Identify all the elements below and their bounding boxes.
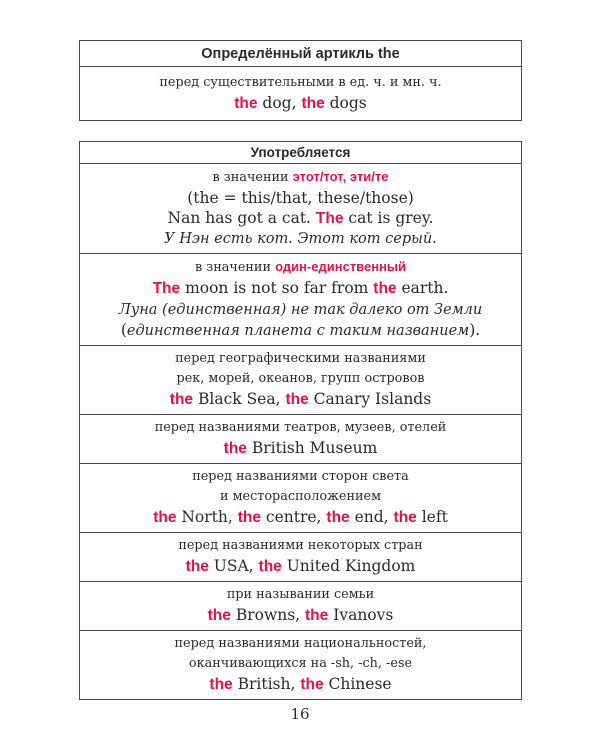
example-text: dog,	[257, 94, 302, 112]
usage-row-nationalities	[80, 631, 521, 699]
usage-row-countries	[80, 533, 521, 582]
article-the: the	[185, 558, 209, 575]
example-line: the Browns, the Ivanovs	[207, 606, 394, 624]
rule-text: и месторасположением	[219, 489, 382, 504]
box-row	[80, 67, 521, 120]
example-text: dogs	[324, 94, 367, 112]
article-the: the	[373, 280, 397, 297]
translation-line: У Нэн есть кот. Этот кот серый.	[164, 231, 437, 247]
rule-text: перед существительными в ед. ч. и мн. ч.	[159, 75, 442, 90]
rule-text: при назывании семьи	[226, 587, 375, 602]
example-line	[84, 93, 517, 114]
example-line: the North, the centre, the end, the left	[153, 508, 448, 526]
article-the: the	[258, 558, 282, 575]
rule-text: перед названиями некоторых стран	[178, 538, 423, 553]
rule-text: перед названиями театров, музеев, отелей	[154, 420, 447, 435]
usage-row-unique	[80, 254, 521, 346]
page-number: 16	[290, 705, 310, 723]
example-line: the Black Sea, the Canary Islands	[169, 390, 432, 408]
article-the: the	[169, 391, 194, 408]
article-the: the	[393, 509, 417, 526]
rule-text: в значении	[212, 170, 293, 185]
rule-text: в значении	[194, 260, 276, 275]
usage-row-geography	[80, 346, 521, 415]
table-title: Употребляется	[80, 142, 521, 164]
rule-text: перед названиями национальностей,	[174, 636, 427, 651]
rule-text: оканчивающихся на -sh, -ch, -ese	[188, 656, 413, 671]
article-the: the	[153, 509, 177, 526]
article-the: the	[305, 607, 329, 624]
highlight-text: этот/тот, эти/те	[292, 169, 389, 184]
example-line: Nan has got a cat. The cat is grey.	[167, 209, 434, 227]
article-the: the	[237, 509, 261, 526]
rule-text: рек, морей, океанов, групп островов	[176, 371, 425, 386]
example-line: the USA, the United Kingdom	[185, 557, 416, 575]
article-the: The	[315, 210, 344, 227]
definite-article-box	[79, 40, 522, 121]
highlight-text: один-единственный	[275, 259, 407, 274]
article-the: the	[285, 391, 309, 408]
article-the: the	[234, 95, 258, 112]
explanation-line: (the = this/that, these/those)	[187, 189, 414, 207]
example-line: the British, the Chinese	[209, 675, 392, 693]
box-title: Определённый артикль the	[80, 41, 521, 67]
example-line: The moon is not so far from the earth.	[152, 279, 449, 297]
article-the: the	[326, 509, 350, 526]
article-the: the	[301, 95, 325, 112]
article-the: The	[152, 280, 181, 297]
usage-row-institutions	[80, 415, 521, 464]
usage-row-families	[80, 582, 521, 631]
translation-line: (единственная планета с таким названием).	[120, 321, 481, 339]
article-the: the	[207, 607, 231, 624]
usage-table	[79, 141, 522, 700]
example-line: the British Museum	[223, 439, 378, 457]
article-the: the	[209, 676, 233, 693]
translation-line: Луна (единственная) не так далеко от Земли	[118, 302, 483, 318]
rule-text: перед названиями сторон света	[192, 469, 409, 484]
usage-row-directions	[80, 464, 521, 533]
article-the: the	[300, 676, 324, 693]
usage-row-this-that	[80, 164, 521, 254]
rule-text: перед географическими названиями	[175, 351, 426, 366]
article-the: the	[223, 440, 247, 457]
